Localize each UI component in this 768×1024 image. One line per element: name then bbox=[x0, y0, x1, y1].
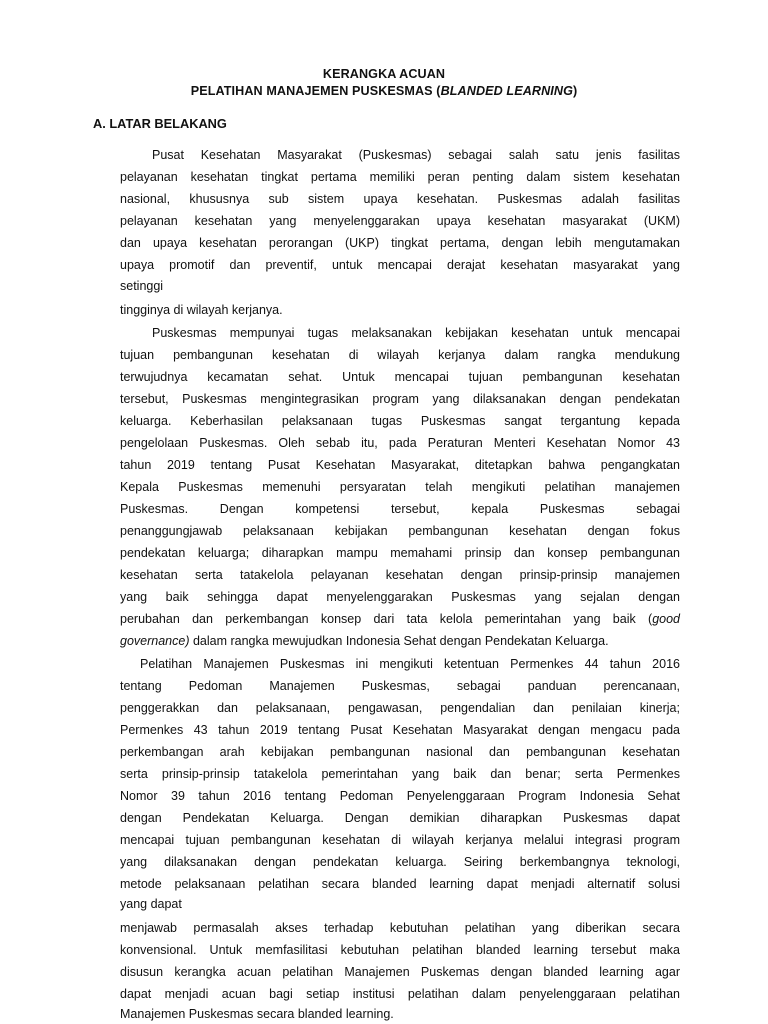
governance-italic: governance) bbox=[120, 634, 190, 648]
subtitle-suffix: ) bbox=[573, 84, 578, 98]
p3-line: metode pelaksanaan pelatihan secara blanded learning dapat menjadi alternatif solusi bbox=[120, 877, 680, 891]
p2-line: pendekatan keluarga; diharapkan mampu memahami prinsip dan konsep pembangunan bbox=[120, 546, 680, 560]
p1-line: Pusat Kesehatan Masyarakat (Puskesmas) sebagai salah satu jenis fasilitas bbox=[152, 148, 680, 162]
section-heading: A. LATAR BELAKANG bbox=[93, 116, 227, 131]
p2-line-text: perubahan dan perkembangan konsep dari tata kelola pemerintahan yang baik ( bbox=[120, 612, 653, 626]
p3-line: Pelatihan Manajemen Puskesmas ini mengikuti ketentuan Permenkes 44 tahun 2016 bbox=[140, 657, 680, 671]
p3-line: Permenkes 43 tahun 2019 tentang Pusat Kesehatan Masyarakat dengan mengacu pada bbox=[120, 723, 680, 737]
p3-line: yang dapat bbox=[120, 897, 182, 911]
document-subtitle bbox=[0, 84, 768, 98]
p2-line: tujuan pembangunan kesehatan di wilayah kerjanya dalam rangka mendukung bbox=[120, 348, 680, 362]
p2-line: tahun 2019 tentang Pusat Kesehatan Masyarakat, ditetapkan bahwa pengangkatan bbox=[120, 458, 680, 472]
p2-line: tersebut, Puskesmas mengintegrasikan program yang dilaksanakan dengan pendekatan bbox=[120, 392, 680, 406]
p1-line: setinggi bbox=[120, 279, 164, 293]
subtitle-prefix: PELATIHAN MANAJEMEN PUSKESMAS ( bbox=[190, 84, 441, 98]
subtitle-italic: BLANDED LEARNING bbox=[440, 84, 573, 98]
p3-line: konvensional. Untuk memfasilitasi kebutuhan pelatihan blanded learning tersebut maka bbox=[120, 943, 680, 957]
p3-line: yang dilaksanakan dengan pendekatan keluarga. Seiring berkembangnya teknologi, bbox=[120, 855, 680, 869]
p1-line: upaya promotif dan preventif, untuk mencapai derajat kesehatan masyarakat yang bbox=[120, 258, 680, 272]
p1-line: tingginya di wilayah kerjanya. bbox=[120, 303, 283, 317]
p2-line: yang baik sehingga dapat menyelenggarakan Puskesmas yang sejalan dengan bbox=[120, 590, 680, 604]
p2-line: Puskesmas mempunyai tugas melaksanakan kebijakan kesehatan untuk mencapai bbox=[152, 326, 680, 340]
document-title: KERANGKA ACUAN bbox=[322, 67, 446, 81]
p3-line: penggerakkan dan pelaksanaan, pengawasan, pengendalian dan penilaian kinerja; bbox=[120, 701, 680, 715]
p3-line: Nomor 39 tahun 2016 tentang Pedoman Penyelenggaraan Program Indonesia Sehat bbox=[120, 789, 680, 803]
p1-line: pelayanan kesehatan yang menyelenggarakan upaya kesehatan masyarakat (UKM) bbox=[120, 214, 680, 228]
p2-line-text: dalam rangka mewujudkan Indonesia Sehat dengan Pendekatan Keluarga. bbox=[189, 634, 609, 648]
p3-line: dengan Pendekatan Keluarga. Dengan demikian diharapkan Puskesmas dapat bbox=[120, 811, 680, 825]
p2-line: terwujudnya kecamatan sehat. Untuk mencapai tujuan pembangunan kesehatan bbox=[120, 370, 680, 384]
p1-line: pelayanan kesehatan tingkat pertama memiliki peran penting dalam sistem kesehatan bbox=[120, 170, 680, 184]
p1-line: dan upaya kesehatan perorangan (UKP) tingkat pertama, dengan lebih mengutamakan bbox=[120, 236, 680, 250]
good-italic: good bbox=[652, 612, 680, 626]
p3-line: disusun kerangka acuan pelatihan Manajemen Puskemas dengan blanded learning agar bbox=[120, 965, 680, 979]
p3-line: dapat menjadi acuan bagi setiap institusi pelatihan dalam penyelenggaraan pelatihan bbox=[120, 987, 680, 1001]
p2-line: keluarga. Keberhasilan pelaksanaan tugas Puskesmas sangat tergantung kepada bbox=[120, 414, 680, 428]
p2-line bbox=[120, 612, 680, 627]
p3-line: tentang Pedoman Manajemen Puskesmas, sebagai panduan perencanaan, bbox=[120, 679, 680, 693]
p2-line: Kepala Puskesmas memenuhi persyaratan telah mengikuti pelatihan manajemen bbox=[120, 480, 680, 494]
p2-line: Puskesmas. Dengan kompetensi tersebut, kepala Puskesmas sebagai bbox=[120, 502, 680, 516]
p3-line: Manajemen Puskesmas secara blanded learning. bbox=[120, 1007, 394, 1021]
p2-line: penanggungjawab pelaksanaan kebijakan pembangunan kesehatan dengan fokus bbox=[120, 524, 680, 538]
p2-line: pengelolaan Puskesmas. Oleh sebab itu, pada Peraturan Menteri Kesehatan Nomor 43 bbox=[120, 436, 680, 450]
p3-line: serta prinsip-prinsip tatakelola pemerintahan yang baik dan benar; serta Permenkes bbox=[120, 767, 680, 781]
p2-line: kesehatan serta tatakelola pelayanan kesehatan dengan prinsip-prinsip manajemen bbox=[120, 568, 680, 582]
p3-line: menjawab permasalah akses terhadap kebutuhan pelatihan yang diberikan secara bbox=[120, 921, 680, 935]
p1-line: nasional, khususnya sub sistem upaya kesehatan. Puskesmas adalah fasilitas bbox=[120, 192, 680, 206]
p2-line bbox=[120, 634, 680, 649]
p3-line: mencapai tujuan pembangunan kesehatan di wilayah kerjanya melalui integrasi program bbox=[120, 833, 680, 847]
p3-line: perkembangan arah kebijakan pembangunan nasional dan pembangunan kesehatan bbox=[120, 745, 680, 759]
